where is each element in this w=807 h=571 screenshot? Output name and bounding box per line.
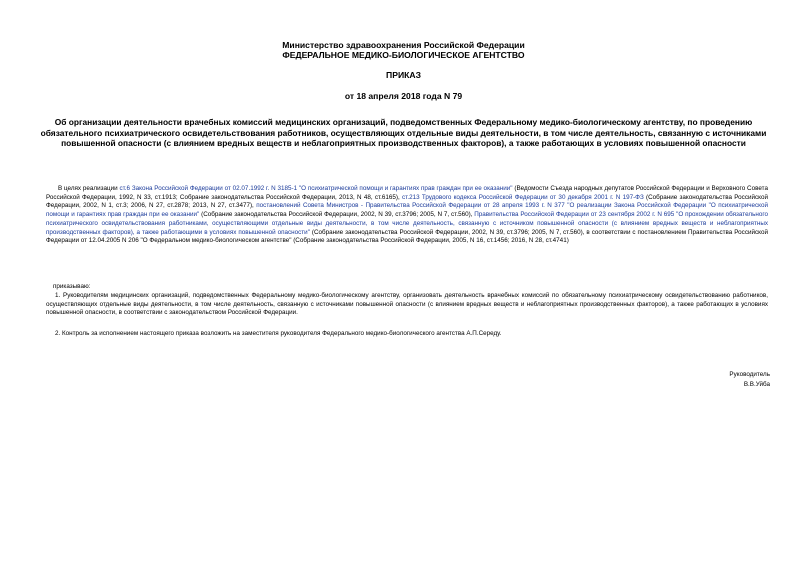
link-council-ministers-resolution[interactable]: постановлений Совета Министров - Правительства Российской Федерации от 28 апреля 1993 г. N 377 "О реализации Закона Российской Федерации "О психиатрической помощи и гарантиях прав граждан при ее оказании" (46, 202, 768, 219)
order-word: приказываю: (53, 283, 91, 290)
link-labor-code-art213[interactable]: ст.213 Трудового кодекса Российской Федерации от 30 декабря 2001 г. N 197-ФЗ (402, 193, 644, 201)
preamble-text-2: (Ведомости Съезда народных депутатов Российской Федерации и Верховного Совета Российской Федерации, 1992, N 33, ст.1913; Собрание законодательства Российской Федерации, 2013, N 48, ст.6165), (46, 185, 768, 201)
signature-name: В.В.Уйба (743, 381, 770, 388)
order-item-1: 1. Руководителям медицинских организаций, подведомственных Федеральному медико-биологическому агентству, организовать деятельность врачебных комиссий по обязательному психиатрическому освидетельствованию работников, осуществляющих отдельные виды деятельности, в том числе деятельность, связанную с источниками повышенной опасности (с влиянием вредных веществ и неблагоприятных производственных факторов), а также работающих в условиях повышенной опасности, в соответствии с законодательством Российской Федерации. (46, 292, 768, 317)
preamble-text-1: В целях реализации (58, 185, 120, 192)
preamble-paragraph (46, 185, 768, 246)
preamble-text-5: (Собрание законодательства Российской Федерации, 2002, N 39, ст.3796; 2005, N 7, ст.560), в соответствии с постановлением Правительства Российской Федерации от 12.04.2005 N 206 "О Федеральном медико-биологическом агентстве" (Собрание законодательства Российской Федерации, 2005, N 16, ст.1456; 2016, N 28, ст.4741) (46, 228, 768, 245)
preamble-text-4: (Собрание законодательства Российской Федерации, 2002, N 39, ст.3796; 2005, N 7, ст.560), (199, 211, 475, 219)
order-item-2: 2. Контроль за исполнением настоящего приказа возложить на заместителя руководителя Федерального медико-биологического агентства А.П.Середу. (55, 330, 502, 337)
link-government-resolution-695[interactable]: Правительства Российской Федерации от 23 сентября 2002 г. N 695 "О прохождении обязательного психиатрического освидетельствования работниками, осуществляющими отдельные виды деятельности, в том числе деятельность, связанную с источником повышенной опасности (с влиянием вредных веществ и неблагоприятных производственных факторов), а также работающими в условиях повышенной опасности" (46, 211, 768, 236)
preamble-text-3: (Собрание законодательства Российской Федерации, 2002, N 1, ст.3; 2006, N 27, ст.2878; 2013, N 27, ст.3477), (46, 193, 768, 210)
signature-position: Руководитель (729, 371, 770, 378)
agency-name: ФЕДЕРАЛЬНОЕ МЕДИКО-БИОЛОГИЧЕСКОЕ АГЕНТСТВО (282, 50, 525, 60)
document-date-number: от 18 апреля 2018 года N 79 (344, 91, 463, 101)
ministry-name: Министерство здравоохранения Российской Федерации (282, 40, 525, 50)
document-title: Об организации деятельности врачебных комиссий медицинских организаций, подведомственных Федеральному медико-биологическому агентству, по проведению обязательного психиатрического освидетельствования работников, осуществляющих отдельные виды деятельности, в том числе деятельность, связанную с источниками повышенной опасности (с влиянием вредных веществ и неблагоприятных производственных факторов), а также работающих в условиях повышенной опасности (40, 117, 767, 149)
document-type: ПРИКАЗ (386, 70, 421, 80)
link-law-psychiatric-care[interactable]: ст.6 Закона Российской Федерации от 02.07.1992 г. N 3185-1 "О психиатрической помощи и гарантиях прав граждан при ее оказании" (119, 185, 513, 192)
